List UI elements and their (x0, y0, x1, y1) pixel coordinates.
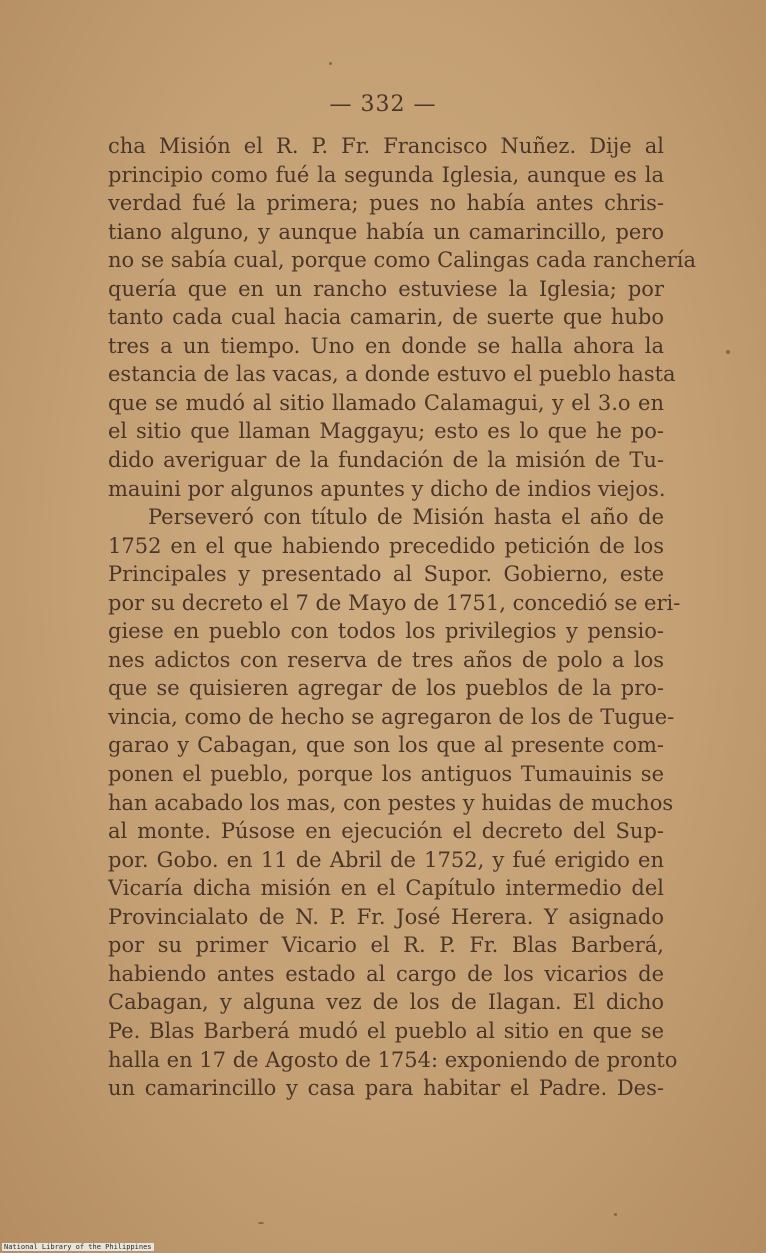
text-line: cha Misión el R. P. Fr. Francisco Nuñez. Dije al (108, 134, 664, 158)
text-line: por. Gobo. en 11 de Abril de 1752, y fué erigido en (108, 847, 664, 872)
text-line: Provincialato de N. P. Fr. José Herera. Y asignado (108, 904, 664, 929)
text-line: que se mudó al sitio llamado Calamagui, y el 3.o en (108, 390, 664, 415)
text-line: por su primer Vicario el R. P. Fr. Blas Barberá, (108, 933, 664, 958)
body-text (108, 132, 697, 1103)
text-line: verdad fué la primera; pues no había antes chris- (108, 191, 664, 216)
text-line: quería que en un rancho estuviese la Iglesia; por (108, 276, 664, 301)
text-line: Vicaría dicha misión en el Capítulo intermedio del (108, 876, 664, 901)
text-line: 1752 en el que habiendo precedido petición de los (108, 533, 664, 558)
library-credit: National Library of the Philippines (4, 1243, 152, 1251)
text-line: ponen el pueblo, porque los antiguos Tumauinis se (108, 762, 664, 787)
text-line: habiendo antes estado al cargo de los vicarios de (108, 961, 664, 986)
text-line: tres a un tiempo. Uno en donde se halla ahora la (108, 333, 664, 358)
paragraph-start-line: Perseveró con título de Misión hasta el año de (148, 505, 664, 530)
text-line: tiano alguno, y aunque había un camarincillo, pero (108, 219, 664, 244)
text-line: han acabado los mas, con pestes y huidas de muchos (108, 790, 674, 815)
text-line: Principales y presentado al Supor. Gobierno, este (108, 562, 664, 587)
paper-speck (614, 1213, 617, 1216)
text-line: garao y Cabagan, que son los que al presente com- (108, 733, 664, 758)
text-line: un camarincillo y casa para habitar el Padre. Des- (108, 1076, 664, 1101)
text-line: principio como fué la segunda Iglesia, aunque es la (108, 162, 664, 187)
text-line: el sitio que llaman Maggayu; esto es lo que he po- (108, 419, 664, 444)
text-line: halla en 17 de Agosto de 1754: exponiendo de pronto (108, 1047, 678, 1072)
paper-speck (726, 350, 730, 354)
paper-speck (329, 62, 332, 65)
text-line: mauini por algunos apuntes y dicho de indios viejos. (108, 476, 666, 501)
text-line: Pe. Blas Barberá mudó el pueblo al sitio en que se (108, 1018, 664, 1043)
text-line: por su decreto el 7 de Mayo de 1751, concedió se eri- (108, 590, 681, 615)
page-number: — 332 — (329, 92, 437, 117)
text-line: Cabagan, y alguna vez de los de Ilagan. El dicho (108, 990, 664, 1015)
text-line: nes adictos con reserva de tres años de polo a los (108, 647, 664, 672)
text-line: que se quisieren agregar de los pueblos de la pro- (108, 676, 664, 701)
text-line: tanto cada cual hacia camarin, de suerte que hubo (108, 305, 664, 330)
text-line: estancia de las vacas, a donde estuvo el pueblo hasta (108, 362, 676, 387)
text-line: vincia, como de hecho se agregaron de los de Tugue- (108, 704, 675, 729)
paper-speck (258, 1222, 264, 1224)
text-line: dido averiguar de la fundación de la misión de Tu- (108, 448, 664, 473)
text-line: al monte. Púsose en ejecución el decreto del Sup- (108, 819, 664, 844)
text-line: giese en pueblo con todos los privilegios y pensio- (108, 619, 664, 644)
text-line: no se sabía cual, porque como Calingas cada ranchería (108, 248, 697, 273)
